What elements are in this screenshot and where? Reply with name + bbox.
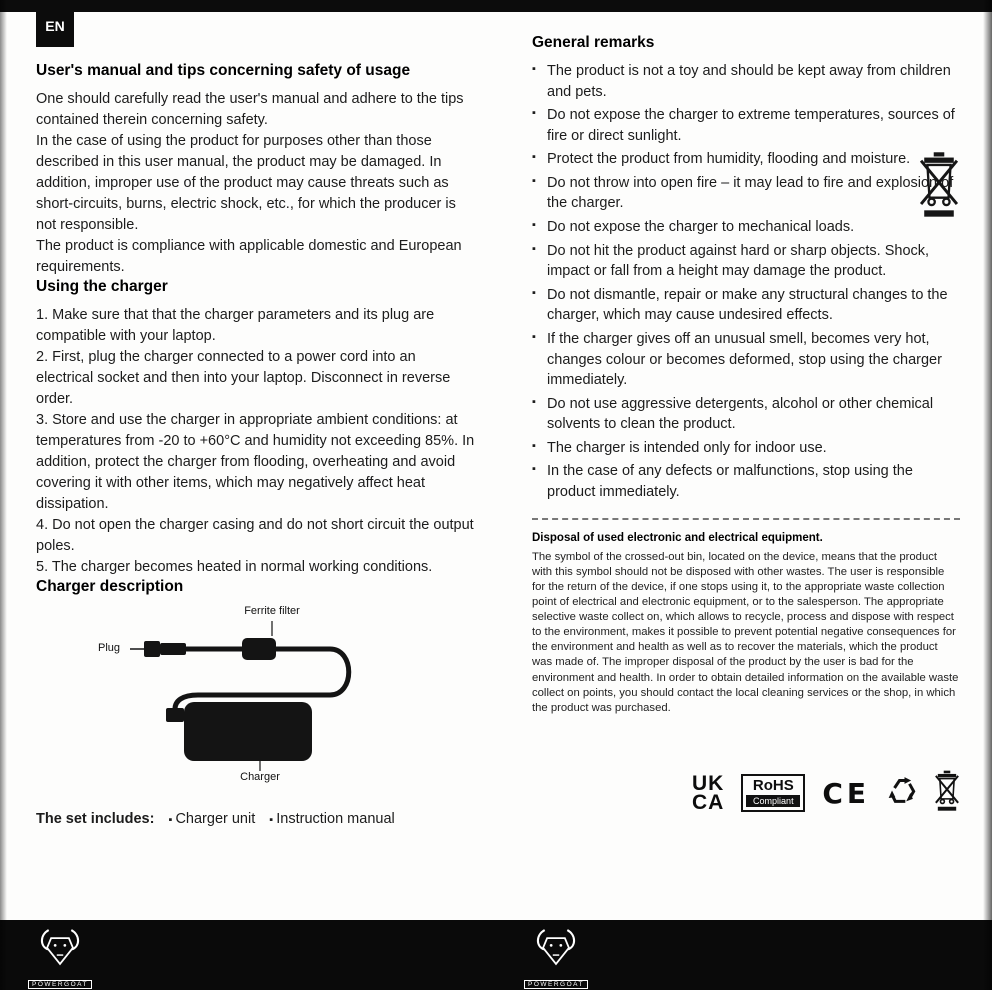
remark-item: ▪ Do not expose the charger to mechanical loads.: [532, 217, 960, 238]
powergoat-wordmark: POWERGOAT: [524, 980, 588, 989]
rohs-title: RoHS: [752, 777, 794, 795]
remark-item: ▪ Do not throw into open fire – it may lead to fire and explosion of the charger.: [532, 173, 960, 214]
rohs-subtitle: Compliant: [746, 795, 800, 807]
charger-label: Charger: [240, 771, 280, 784]
safety-paragraphs: [36, 89, 476, 278]
top-black-bar: [0, 0, 992, 12]
left-column: [36, 62, 476, 827]
footer-black-bar: [0, 920, 992, 990]
using-charger-steps: [36, 305, 476, 578]
compliance-marks-row: [532, 770, 960, 817]
safety-paragraph: In the case of using the product for purposes other than those described in this user manual, the product may be damaged. In addition, improper use of the product may cause threats such as short-circuits, burns, electric shock, etc., for which the producer is not responsible.: [36, 133, 456, 234]
charger-description-heading: Charger description: [36, 578, 184, 596]
set-includes-item: ▪ Charger unit: [168, 811, 255, 827]
charger-diagram-drawing: [92, 605, 414, 789]
general-remarks-list: [532, 61, 960, 503]
step-item: 1. Make sure that that the charger parameters and its plug are compatible with your laptop.: [36, 307, 435, 345]
remark-item: ▪ Do not hit the product against hard or sharp objects. Shock, impact or fall from a height may damage the product.: [532, 241, 960, 282]
powergoat-logo: [524, 926, 588, 990]
step-item: 5. The charger becomes heated in normal working conditions.: [36, 559, 433, 576]
disposal-body: The symbol of the crossed-out bin, located on the device, means that the product with this symbol should not be disposed with other wastes. The user is responsible for the return of the device, if one stops using it, to the appropriate waste collection point of electrical and electronic equipment, or to the salesperson. The appropriate selective waste collect on, which allows to recycle, process and dispose with respect to the environment, makes it possible to prevent potential negative consequences for the environment and health as well as to recover the materials, which the product was made of. The improper disposal of the product by the user is bad for the environment and health. In order to obtain detailed information on the available waste collect on points, you should contact the local cleaning services or the shop, in which the product was purchased.: [532, 550, 959, 714]
recycle-icon: [887, 776, 917, 810]
goat-head-icon: [34, 926, 86, 968]
remark-item: ▪ If the charger gives off an unusual smell, becomes very hot, changes colour or becomes deformed, stop using the charger immediately.: [532, 329, 960, 391]
dashed-divider: [532, 518, 960, 520]
step-item: 4. Do not open the charger casing and do not short circuit the output poles.: [36, 517, 474, 555]
remark-item: ▪ Do not dismantle, repair or make any structural changes to the charger, which may cause undesired effects.: [532, 285, 960, 326]
ukca-line2: CA: [691, 791, 725, 815]
set-includes-item: ▪ Instruction manual: [269, 811, 394, 827]
ferrite-filter-label: Ferrite filter: [244, 605, 300, 618]
remark-item: ▪ Protect the product from humidity, flooding and moisture.: [532, 149, 960, 170]
set-includes-line: [36, 811, 476, 827]
safety-paragraph: One should carefully read the user's manual and adhere to the tips contained therein concerning safety.: [36, 91, 464, 129]
charger-diagram: [92, 605, 414, 789]
using-charger-heading: Using the charger: [36, 278, 168, 296]
remark-item: ▪ The charger is intended only for indoor use.: [532, 438, 960, 459]
remark-item: ▪ In the case of any defects or malfunctions, stop using the product immediately.: [532, 461, 960, 502]
weee-bin-icon: [934, 770, 960, 817]
plug-label: Plug: [98, 642, 121, 655]
page-edge-shadow-left: [0, 0, 7, 990]
right-column: [532, 34, 960, 817]
step-item: 2. First, plug the charger connected to a power cord into an electrical socket and then into your laptop. Disconnect in reverse order.: [36, 349, 451, 408]
ukca-line1: UK: [691, 771, 725, 795]
page-edge-shadow-right: [983, 0, 992, 990]
remark-item: ▪ Do not use aggressive detergents, alcohol or other chemical solvents to clean the product.: [532, 394, 960, 435]
safety-heading: User's manual and tips concerning safety of usage: [36, 62, 411, 79]
language-badge-label: EN: [45, 18, 65, 34]
ce-mark: CE: [822, 776, 870, 810]
rohs-mark: [741, 774, 805, 812]
set-includes-label: The set includes:: [36, 811, 155, 828]
ukca-mark: [691, 771, 725, 815]
weee-bin-icon-top: [920, 142, 958, 233]
general-remarks-heading: General remarks: [532, 34, 655, 51]
goat-head-icon: [530, 926, 582, 968]
disposal-heading: Disposal of used electronic and electrical equipment.: [532, 531, 823, 544]
remark-item: ▪ Do not expose the charger to extreme temperatures, sources of fire or direct sunlight.: [532, 105, 960, 146]
powergoat-wordmark: POWERGOAT: [28, 980, 92, 989]
safety-paragraph: The product is compliance with applicable domestic and European requirements.: [36, 238, 462, 276]
remark-item: ▪ The product is not a toy and should be kept away from children and pets.: [532, 61, 960, 102]
language-badge: [36, 5, 74, 47]
powergoat-logo: [28, 926, 92, 990]
step-item: 3. Store and use the charger in appropriate ambient conditions: at temperatures from -20 to +60°C and humidity not exceeding 85%. In addition, protect the charger from flooding, overheating and avoid covering it with other items, which may negatively affect heat dissipation.: [36, 412, 475, 513]
